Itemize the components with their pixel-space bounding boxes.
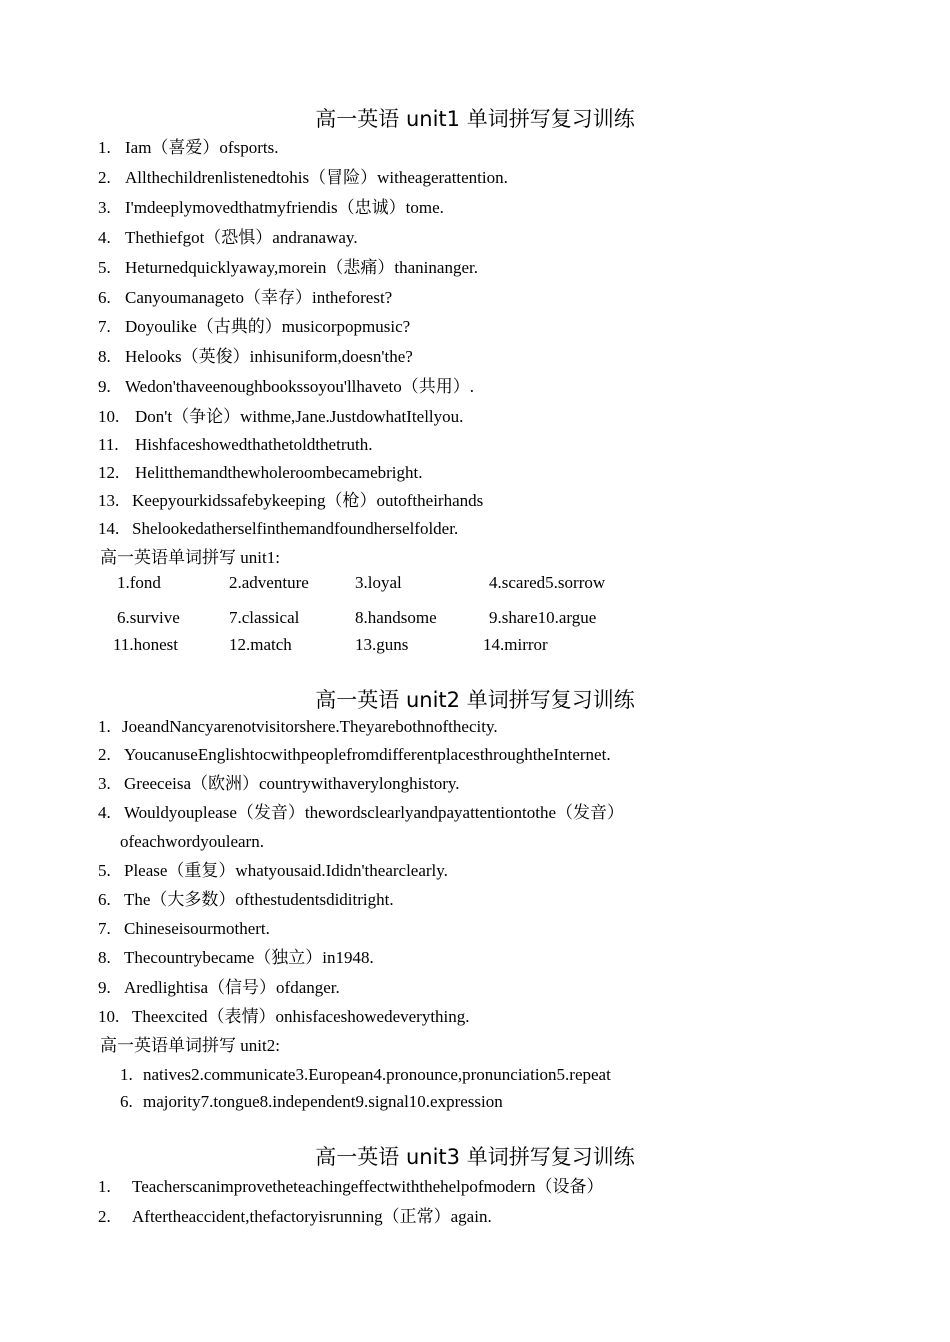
unit1-item: 9. [98, 377, 111, 396]
unit1-item-text: Hishfaceshowedthathetoldthetruth. [135, 435, 373, 454]
unit2-item-text: Theexcited（表情）onhisfaceshowedeverything. [132, 1007, 470, 1026]
answer-cell: 4.scared5.sorrow [489, 573, 606, 592]
unit2-item-text: JoeandNancyarenotvisitorshere.Theyarebothnofthecity. [122, 717, 498, 736]
unit3-item: 1. [98, 1177, 111, 1196]
answer-number: 1. [120, 1065, 133, 1084]
unit1-item: 12. [98, 463, 120, 482]
unit2-item: 9. [98, 978, 111, 997]
unit2-item: 5. [98, 861, 111, 880]
unit2-item-text-continued: ofeachwordyoulearn. [120, 832, 264, 851]
unit1-item: 1. [98, 138, 111, 157]
unit2-answers-heading: 高一英语单词拼写 unit2: [100, 1036, 280, 1055]
unit3-title: 高一英语 unit3 单词拼写复习训练 [315, 1145, 635, 1169]
answer-cell: 13.guns [355, 635, 409, 654]
answer-cell: 9.share10.argue [489, 608, 597, 627]
unit1-item-text: Heturnedquicklyaway,morein（悲痛）thaninanger. [125, 258, 478, 277]
unit1-item: 11. [98, 435, 119, 454]
unit1-item-text: Helitthemandthewholeroombecamebright. [135, 463, 423, 482]
answer-cell: 1.fond [117, 573, 161, 592]
unit1-item-text: Shelookedatherselfinthemandfoundherselfolder. [132, 519, 459, 538]
unit1-item-text: I'mdeeplymovedthatmyfriendis（忠诚）tome. [125, 198, 444, 217]
unit2-item: 4. [98, 803, 111, 822]
unit3-item-text: Teacherscanimprovetheteachingeffectwiththehelpofmodern（设备） [132, 1177, 604, 1196]
unit3-item-text: Aftertheaccident,thefactoryisrunning（正常）again. [132, 1207, 492, 1226]
answer-text: natives2.communicate3.European4.pronounce,pronunciation5.repeat [143, 1065, 611, 1084]
unit1-item-text: Allthechildrenlistenedtohis（冒险）witheagerattention. [125, 168, 508, 187]
unit2-item-text: YoucanuseEnglishtocwithpeoplefromdifferentplacesthroughtheInternet. [124, 745, 611, 764]
unit2-item: 1. [98, 717, 111, 736]
unit1-item-text: Don't（争论）withme,Jane.JustdowhatItellyou. [135, 407, 464, 426]
unit1-item: 4. [98, 228, 111, 247]
answer-cell: 14.mirror [483, 635, 548, 654]
unit1-title: 高一英语 unit1 单词拼写复习训练 [315, 107, 635, 131]
unit1-item-text: Wedon'thaveenoughbookssoyou'llhaveto（共用）. [125, 377, 474, 396]
unit2-item-text: Wouldyouplease（发音）thewordsclearlyandpayattentiontothe（发音） [124, 803, 625, 822]
unit1-item: 2. [98, 168, 111, 187]
unit1-item-text: Keepyourkidssafebykeeping（枪）outoftheirhands [132, 491, 484, 510]
answer-cell: 7.classical [229, 608, 300, 627]
unit1-item-text: Thethiefgot（恐惧）andranaway. [125, 228, 358, 247]
unit1-item-text: Helooks（英俊）inhisuniform,doesn'the? [125, 347, 413, 366]
unit1-item: 14. [98, 519, 120, 538]
unit2-item-text: Aredlightisa（信号）ofdanger. [124, 978, 340, 997]
unit1-item-text: Canyoumanageto（幸存）intheforest? [125, 288, 393, 307]
unit1-item: 7. [98, 317, 111, 336]
answer-cell: 3.loyal [355, 573, 402, 592]
answer-cell: 12.match [229, 635, 292, 654]
unit2-item-text: Please（重复）whatyousaid.Ididn'thearclearly. [124, 861, 448, 880]
unit1-item: 5. [98, 258, 111, 277]
unit1-item: 3. [98, 198, 111, 217]
unit1-item: 6. [98, 288, 111, 307]
unit2-item-text: The（大多数）ofthestudentsdiditright. [124, 890, 394, 909]
unit2-item: 2. [98, 745, 111, 764]
unit1-item-text: Doyoulike（古典的）musicorpopmusic? [125, 317, 411, 336]
unit1-item: 8. [98, 347, 111, 366]
answer-number: 6. [120, 1092, 133, 1111]
unit2-item: 3. [98, 774, 111, 793]
unit2-item-text: Chineseisourmothert. [124, 919, 270, 938]
unit1-item-text: Iam（喜爱）ofsports. [125, 138, 279, 157]
unit2-item: 10. [98, 1007, 120, 1026]
unit2-item: 7. [98, 919, 111, 938]
unit3-item: 2. [98, 1207, 111, 1226]
unit1-item: 13. [98, 491, 120, 510]
unit1-answers-heading: 高一英语单词拼写 unit1: [100, 548, 280, 567]
answer-text: majority7.tongue8.independent9.signal10.expression [143, 1092, 503, 1111]
unit1-item: 10. [98, 407, 120, 426]
answer-cell: 2.adventure [229, 573, 309, 592]
unit2-item: 8. [98, 948, 111, 967]
answer-cell: 11.honest [113, 635, 179, 654]
unit2-title: 高一英语 unit2 单词拼写复习训练 [315, 688, 635, 712]
unit2-item-text: Thecountrybecame（独立）in1948. [124, 948, 374, 967]
answer-cell: 6.survive [117, 608, 180, 627]
unit2-item-text: Greeceisa（欧洲）countrywithaverylonghistory. [124, 774, 460, 793]
unit2-item: 6. [98, 890, 111, 909]
answer-cell: 8.handsome [355, 608, 437, 627]
